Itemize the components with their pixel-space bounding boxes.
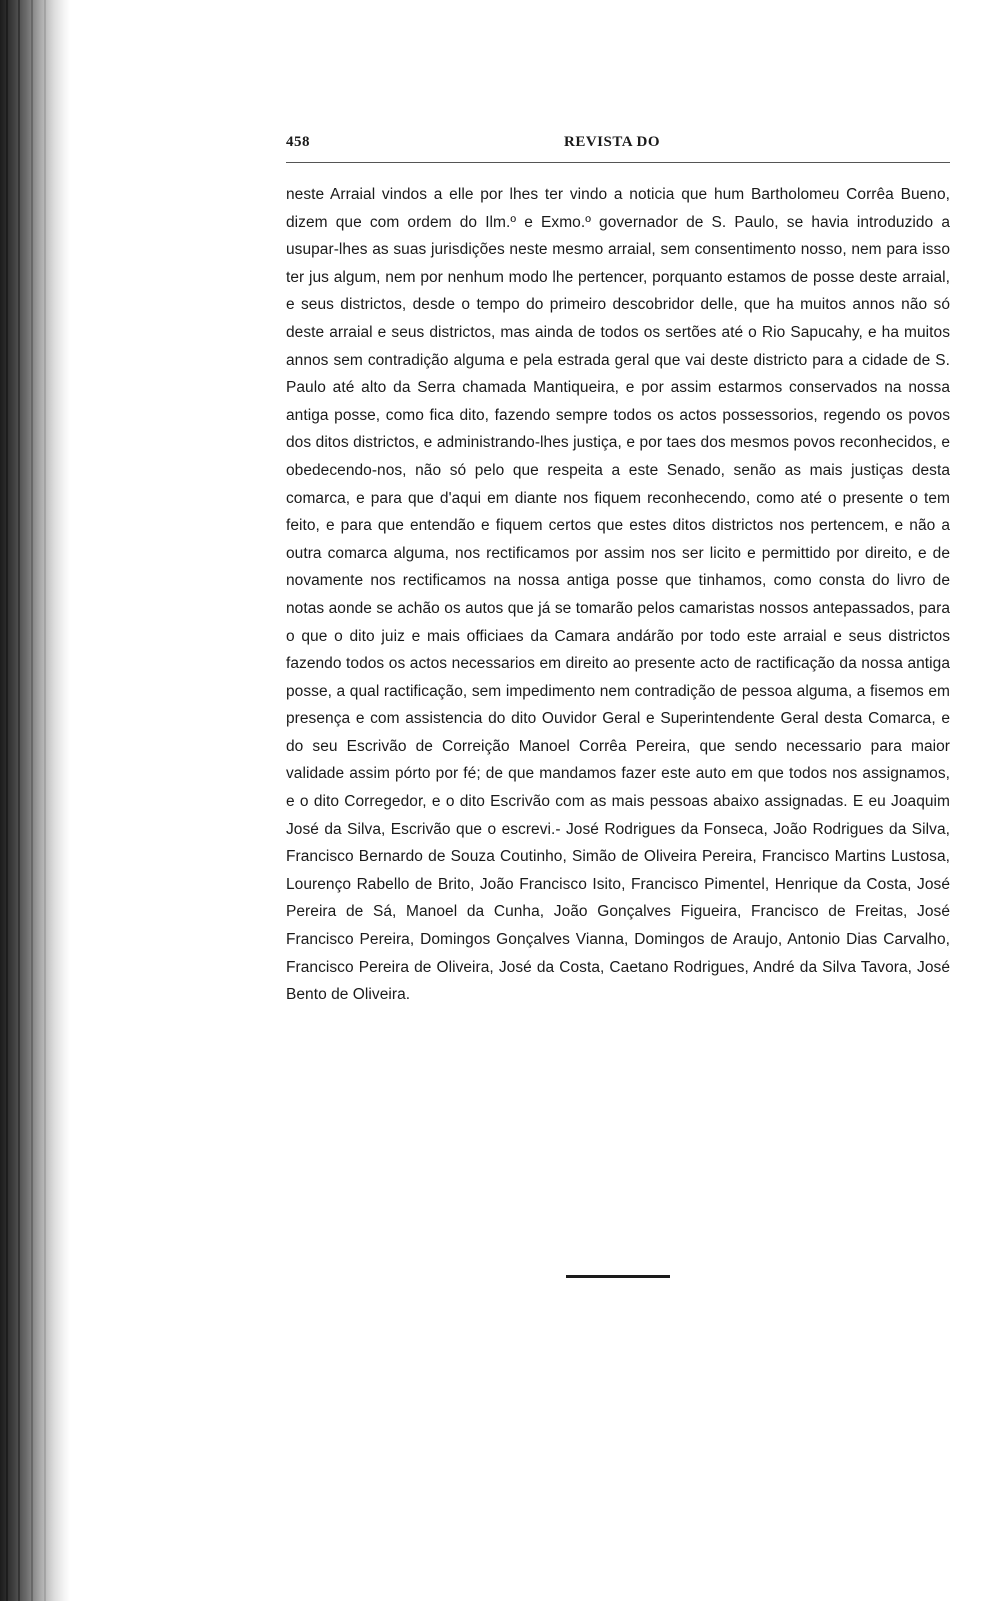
header-rule bbox=[286, 162, 950, 163]
document-page bbox=[286, 126, 950, 1024]
page-number: 458 bbox=[286, 134, 310, 150]
body-paragraph: neste Arraial vindos a elle por lhes ter vindo a noticia que hum Bartholomeu Corrêa Bueno, dizem que com ordem do Ilm.º e Exmo.º governador de S. Paulo, se havia introduzido a usupar-lhes as suas jurisdições neste mesmo arraial, sem consentimento nosso, nem para isso ter jus algum, nem por nenhum modo lhe pertencer, porquanto estamos de posse deste arraial, e seus districtos, desde o tempo do primeiro descobridor delle, que ha muitos annos não só deste arraial e seus districtos, mas ainda de todos os sertões até o Rio Sapucahy, e ha muitos annos sem contradição alguma e pela estrada geral que vai deste districto para a cidade de S. Paulo até alto da Serra chamada Mantiqueira, e por assim estarmos conservados na nossa antiga posse, como fica dito, fazendo sempre todos os actos possessorios, regendo os povos dos ditos districtos, e administrando-lhes justiça, e por taes dos mesmos povos reconhecidos, e obedecendo-nos, não só pelo que respeita a este Senado, senão as mais justiças desta comarca, e para que d'aqui em diante nos fiquem reconhecendo, como até o presente o tem feito, e para que entendão e fiquem certos que estes ditos districtos nos pertencem, e não a outra comarca alguma, nos rectificamos por assim nos ser licito e permittido por direito, e de novamente nos rectificamos na nossa antiga posse que tinhamos, como consta do livro de notas aonde se achão os autos que já se tomarão pelos camaristas nossos antepassados, para o que o dito juiz e mais officiaes da Camara andárão por todo este arraial e seus districtos fazendo todos os actos necessarios em direito ao presente acto de ractificação da nossa antiga posse, a qual ractificação, sem impedimento nem contradição de pessoa alguma, a fisemos em presença e com assistencia do dito Ouvidor Geral e Superintendente Geral desta Comarca, e do seu Escrivão de Correição Manoel Corrêa Pereira, que sendo necessario para maior validade assim pórto por fé; de que mandamos fazer este auto em que todos nos assignamos, e o dito Corregedor, e o dito Escrivão com as mais pessoas abaixo assignadas. E eu Joaquim José da Silva, Escrivão que o escrevi.- José Rodrigues da Fonseca, João Rodrigues da Silva, Francisco Bernardo de Souza Coutinho, Simão de Oliveira Pereira, Francisco Martins Lustosa, Lourenço Rabello de Brito, João Francisco Isito, Francisco Pimentel, Henrique da Costa, José Pereira de Sá, Manoel da Cunha, João Gonçalves Figueira, Francisco de Freitas, José Francisco Pereira, Domingos Gonçalves Vianna, Domingos de Araujo, Antonio Dias Carvalho, Francisco Pereira de Oliveira, José da Costa, Caetano Rodrigues, André da Silva Tavora, José Bento de Oliveira. bbox=[286, 186, 950, 1004]
running-header bbox=[286, 126, 950, 156]
spine-streak bbox=[31, 0, 33, 1601]
end-of-text-rule bbox=[566, 1275, 670, 1278]
running-title: REVISTA DO bbox=[564, 134, 660, 150]
spine-streak bbox=[44, 0, 46, 1601]
book-spine-shadow bbox=[0, 0, 70, 1601]
spine-streak bbox=[6, 0, 8, 1601]
spine-streak bbox=[18, 0, 20, 1601]
